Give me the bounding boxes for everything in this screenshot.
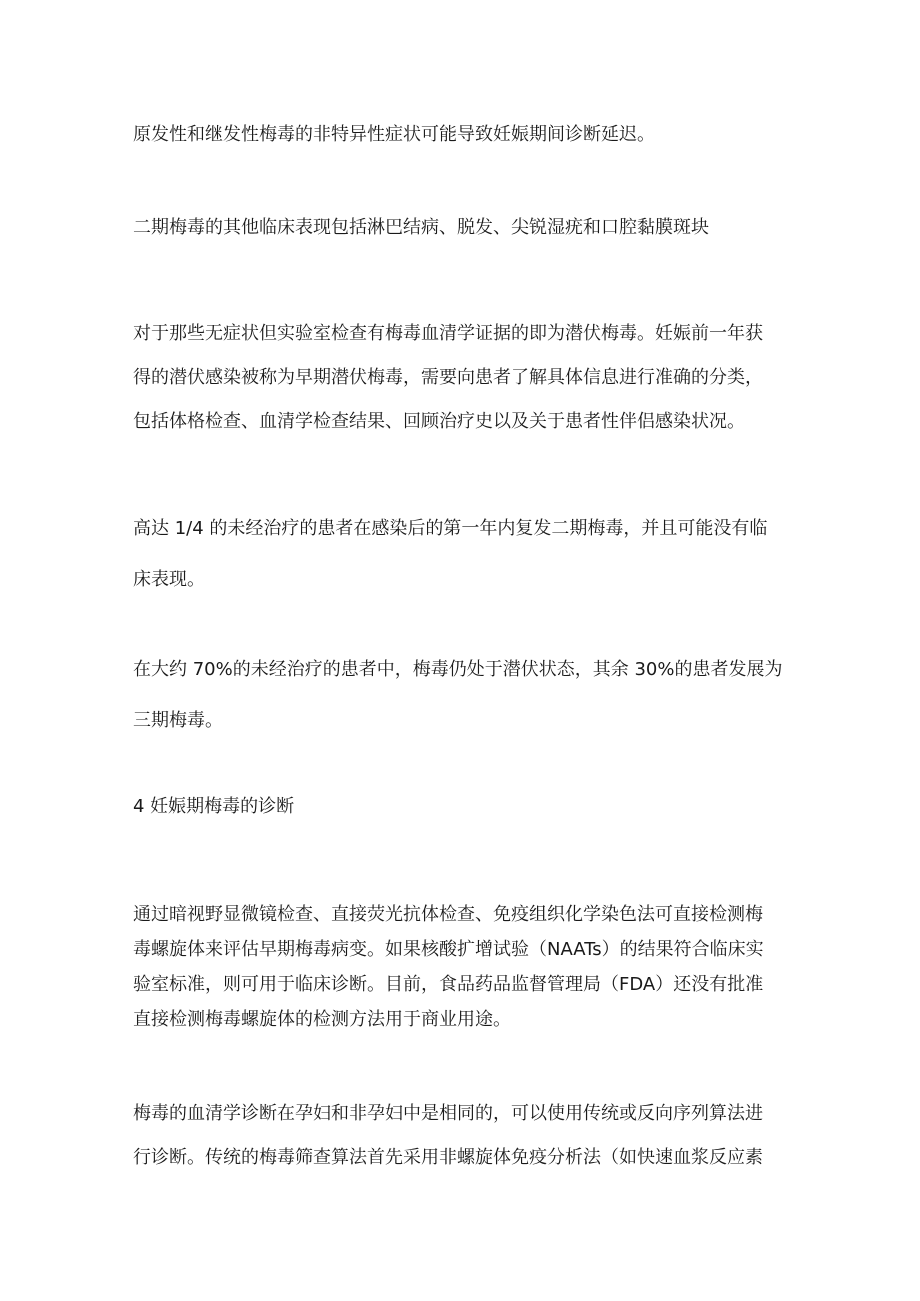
section-heading: 4 妊娠期梅毒的诊断 — [133, 796, 295, 817]
text-line: 验室标准，则可用于临床诊断。目前，食品药品监督管理局（FDA）还没有批准 — [133, 974, 764, 995]
section-heading-diagnosis — [133, 794, 793, 820]
text-line: 梅毒的血清学诊断在孕妇和非孕妇中是相同的，可以使用传统或反向序列算法进 — [133, 1103, 763, 1124]
paragraph-tertiary — [133, 644, 793, 746]
text-line: 得的潜伏感染被称为早期潜伏梅毒，需要向患者了解具体信息进行准确的分类， — [133, 367, 763, 388]
paragraph-latent-syphilis — [133, 312, 793, 444]
text-line: 通过暗视野显微镜检查、直接荧光抗体检查、免疫组织化学染色法可直接检测梅 — [133, 904, 763, 925]
text-line: 高达 1/4 的未经治疗的患者在感染后的第一年内复发二期梅毒，并且可能没有临 — [133, 518, 768, 539]
text-line: 在大约 70%的未经治疗的患者中，梅毒仍处于潜伏状态，其余 30%的患者发展为 — [133, 659, 783, 680]
paragraph-direct-detection — [133, 897, 793, 1037]
text-line: 包括体格检查、血清学检查结果、回顾治疗史以及关于患者性伴侣感染状况。 — [133, 411, 745, 432]
text-line: 床表现。 — [133, 569, 205, 590]
text-line: 原发性和继发性梅毒的非特异性症状可能导致妊娠期间诊断延迟。 — [133, 124, 655, 145]
text-line: 对于那些无症状但实验室检查有梅毒血清学证据的即为潜伏梅毒。妊娠前一年获 — [133, 323, 763, 344]
paragraph-serologic-diagnosis — [133, 1092, 793, 1180]
paragraph-secondary-syphilis — [133, 215, 793, 241]
text-line: 三期梅毒。 — [133, 710, 223, 731]
paragraph-relapse — [133, 503, 793, 605]
text-line: 行诊断。传统的梅毒筛查算法首先采用非螺旋体免疫分析法（如快速血浆反应素 — [133, 1147, 763, 1168]
paragraph-nonspecific-symptoms — [133, 122, 793, 148]
text-line: 二期梅毒的其他临床表现包括淋巴结病、脱发、尖锐湿疣和口腔黏膜斑块 — [133, 217, 709, 238]
text-line: 直接检测梅毒螺旋体的检测方法用于商业用途。 — [133, 1009, 511, 1030]
text-line: 毒螺旋体来评估早期梅毒病变。如果核酸扩增试验（NAATs）的结果符合临床实 — [133, 939, 764, 960]
